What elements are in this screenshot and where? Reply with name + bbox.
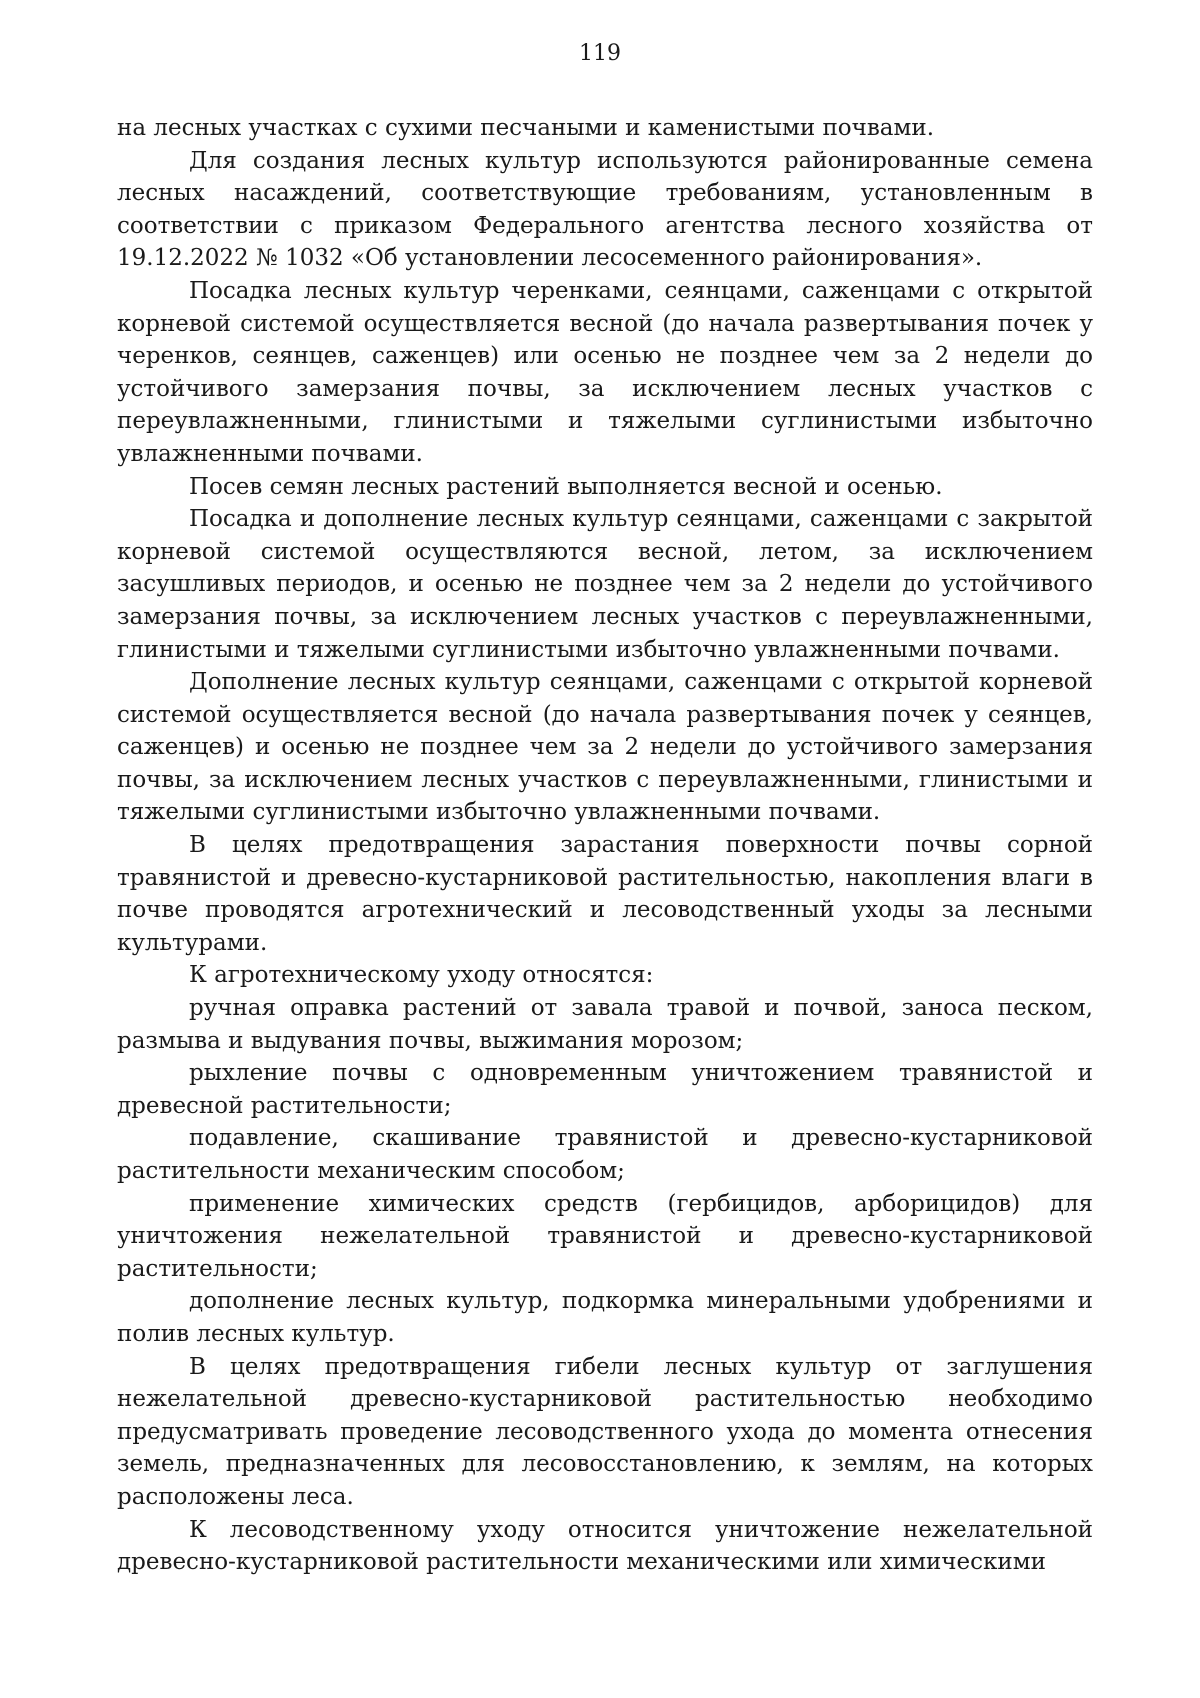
list-intro: К агротехническому уходу относятся: bbox=[189, 962, 654, 989]
document-body bbox=[117, 112, 1093, 1579]
paragraph: Посадка и дополнение лесных культур сеянцами, саженцами с закрытой корневой системой осуществляются весной, летом, за исключением засушливых периодов, и осенью не позднее чем за 2 недели до устойчивого замерзания почвы, за исключением лесных участков с переувлажненными, глинистыми и тяжелыми суглинистыми избыточно увлажненными почвами. bbox=[117, 506, 1093, 663]
page-number: 119 bbox=[579, 41, 621, 66]
list-item: подавление, скашивание травянистой и древесно-кустарниковой растительности механическим способом; bbox=[117, 1125, 1093, 1184]
paragraph: Посев семян лесных растений выполняется весной и осенью. bbox=[189, 473, 943, 500]
paragraph: В целях предотвращения зарастания поверхности почвы сорной травянистой и древесно-кустарниковой растительностью, накопления влаги в почве проводятся агротехнический и лесоводственный уходы за лесными культурами. bbox=[117, 832, 1093, 956]
paragraph: Посадка лесных культур черенками, сеянцами, саженцами с открытой корневой системой осуществляется весной (до начала развертывания почек у черенков, сеянцев, саженцев) или осенью не позднее чем за 2 недели до устойчивого замерзания почвы, за исключением лесных участков с переувлажненными, глинистыми и тяжелыми суглинистыми избыточно увлажненными почвами. bbox=[117, 277, 1093, 467]
paragraph: К лесоводственному уходу относится уничтожение нежелательной древесно-кустарниковой растительности механическими или химическими bbox=[117, 1516, 1093, 1576]
list-item: ручная оправка растений от завала травой и почвой, заноса песком, размыва и выдувания почвы, выжимания морозом; bbox=[117, 995, 1093, 1054]
paragraph: В целях предотвращения гибели лесных культур от заглушения нежелательной древесно-кустарниковой растительностью необходимо предусматривать проведение лесоводственного ухода до момента отнесения земель, предназначенных для лесовосстановлению, к землям, на которых расположены леса. bbox=[117, 1353, 1093, 1510]
paragraph: Дополнение лесных культур сеянцами, саженцами с открытой корневой системой осуществляется весной (до начала развертывания почек у сеянцев, саженцев) и осенью не позднее чем за 2 недели до устойчивого замерзания почвы, за исключением лесных участков с переувлажненными, глинистыми и тяжелыми суглинистыми избыточно увлажненными почвами. bbox=[117, 669, 1093, 826]
paragraph: Для создания лесных культур используются районированные семена лесных насаждений, соответствующие требованиям, установленным в соответствии с приказом Федерального агентства лесного хозяйства от 19.12.2022 № 1032 «Об установлении лесосеменного районирования». bbox=[117, 147, 1093, 272]
list-item: применение химических средств (гербицидов, арборицидов) для уничтожения нежелательной травянистой и древесно-кустарниковой растительности; bbox=[117, 1190, 1093, 1282]
list-item: дополнение лесных культур, подкормка минеральными удобрениями и полив лесных культур. bbox=[117, 1288, 1093, 1347]
paragraph-continuation: на лесных участках с сухими песчаными и каменистыми почвами. bbox=[117, 115, 935, 141]
list-item: рыхление почвы с одновременным уничтожением травянистой и древесной растительности; bbox=[117, 1060, 1093, 1119]
